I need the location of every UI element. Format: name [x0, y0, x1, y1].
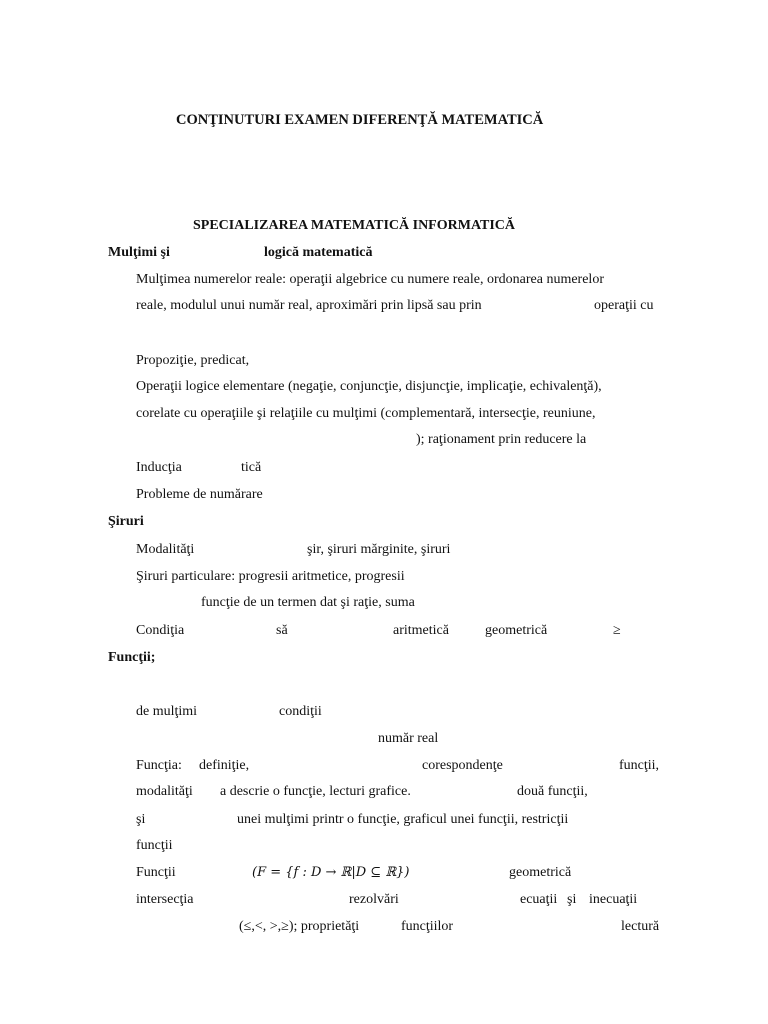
text-line: lectură: [621, 919, 660, 934]
text-line: Funcţia:: [136, 758, 182, 773]
text-line: ); raţionament prin reducere la: [416, 432, 587, 447]
text-line: modalităţi: [136, 784, 193, 799]
text-line: funcţiilor: [401, 919, 454, 934]
section-heading-sequences: Şiruri: [108, 514, 144, 529]
section-heading-functions: Funcţii;: [108, 650, 156, 665]
text-line: Inducţia: [136, 460, 182, 475]
document-title: CONŢINUTURI EXAMEN DIFERENŢĂ MATEMATICĂ: [176, 112, 544, 128]
text-line: operaţii cu: [594, 298, 654, 313]
text-line: Mulţimea numerelor reale: operaţii algebrice cu numere reale, ordonarea numerelor: [136, 272, 604, 287]
specialization-heading: SPECIALIZAREA MATEMATICĂ INFORMATICĂ: [193, 218, 516, 233]
text-line: şir, şiruri mărginite, şiruri: [307, 542, 451, 557]
text-line: Funcţii: [136, 865, 176, 880]
text-line: Probleme de numărare: [136, 487, 263, 502]
text-line: număr real: [378, 731, 439, 746]
text-line: două funcţii,: [517, 784, 588, 799]
text-line: Şiruri particulare: progresii aritmetice, progresii: [136, 569, 405, 584]
text-line: Propoziţie, predicat,: [136, 353, 250, 368]
text-line: ecuaţii: [520, 892, 558, 907]
text-line: funcţie de un termen dat şi raţie, suma: [201, 595, 415, 610]
text-line: geometrică: [485, 623, 548, 638]
text-line: funcţii: [136, 838, 173, 853]
text-line: rezolvări: [349, 892, 399, 907]
text-line: aritmetică: [393, 623, 449, 638]
text-line: condiţii: [279, 704, 322, 719]
text-line: Modalităţi: [136, 542, 195, 557]
text-line: intersecţia: [136, 892, 194, 907]
text-line: geometrică: [509, 865, 572, 880]
text-line: Operaţii logice elementare (negaţie, conjuncţie, disjuncţie, implicaţie, echivalenţă),: [136, 379, 602, 394]
text-line: tică: [241, 460, 262, 475]
text-line: inecuaţii: [589, 892, 638, 907]
text-line: corelate cu operaţiile şi relaţiile cu mulţimi (complementară, intersecţie, reuniune,: [136, 406, 596, 421]
text-line: a descrie o funcţie, lecturi grafice.: [220, 784, 411, 799]
text-line: şi: [567, 892, 577, 907]
text-line: de mulţimi: [136, 704, 198, 719]
text-line: reale, modulul unui număr real, aproximări prin lipsă sau prin: [136, 298, 482, 313]
section-heading-sets: Mulţimi şi: [108, 245, 170, 260]
text-line: Condiţia: [136, 623, 185, 638]
text-line: unei mulţimi printr o funcţie, graficul unei funcţii, restricţii: [237, 812, 569, 827]
text-line: funcţii,: [619, 758, 660, 773]
text-line: să: [276, 623, 288, 638]
math-formula: (F = {f : D → ℝ|D ⊆ ℝ}): [252, 865, 410, 880]
text-line: definiţie,: [199, 758, 250, 773]
text-line: corespondenţe: [422, 758, 503, 773]
text-line: ≥: [613, 623, 621, 638]
text-line: şi: [136, 812, 146, 827]
text-line: (≤,<, >,≥); proprietăţi: [239, 919, 360, 934]
section-heading-sets-logic: logică matematică: [264, 245, 373, 260]
